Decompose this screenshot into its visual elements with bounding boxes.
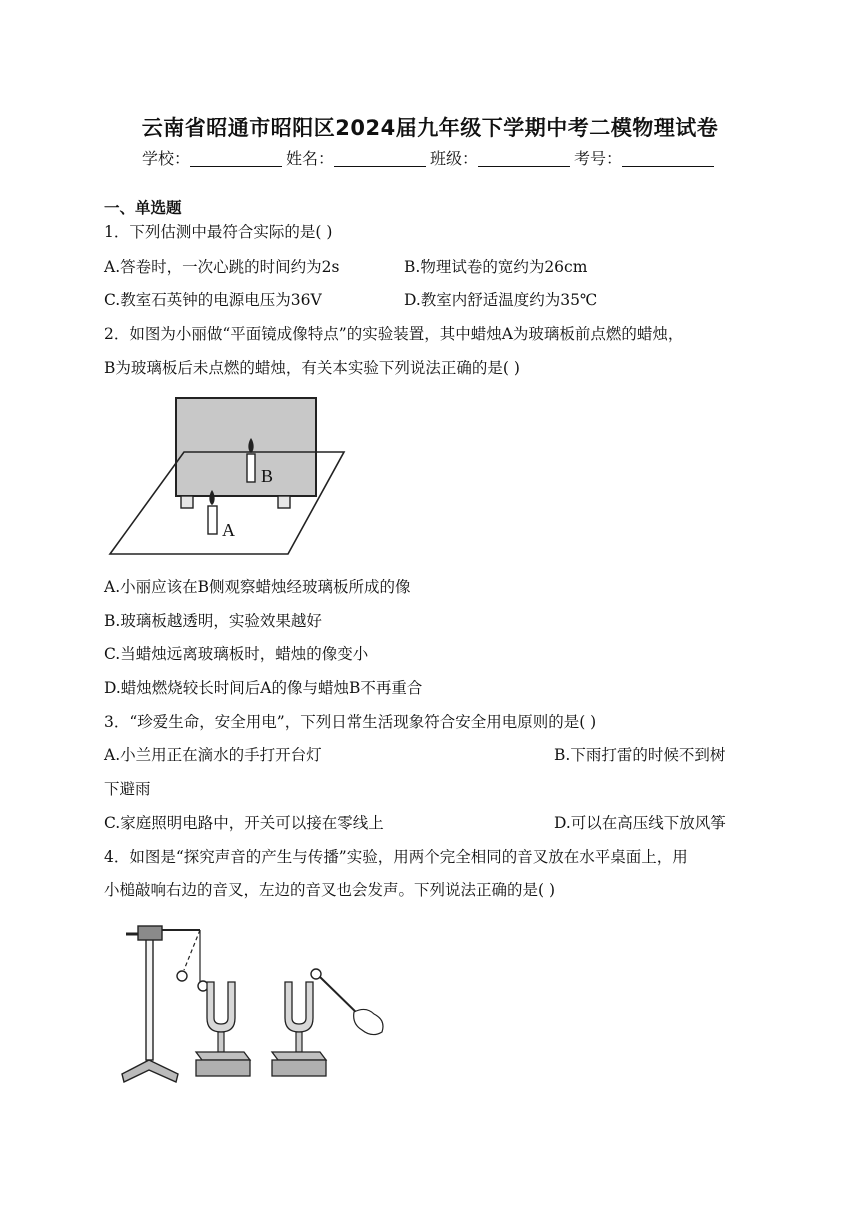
class-blank[interactable] — [478, 150, 570, 167]
tuning-fork-figure — [104, 914, 394, 1092]
student-info-row — [0, 146, 860, 169]
page-title: 云南省昭通市昭阳区2024届九年级下学期中考二模物理试卷 — [141, 116, 719, 140]
question-4-stem-line-1: 4．如图是“探究声音的产生与传播”实验，用两个完全相同的音叉放在水平桌面上，用 — [104, 848, 688, 866]
question-2-option-d: D.蜡烛燃烧较长时间后A的像与蜡烛B不再重合 — [104, 679, 423, 697]
question-1-option-b: B.物理试卷的宽约为26cm — [404, 258, 588, 276]
stand-clamp — [138, 926, 162, 940]
class-label: 班级： — [430, 149, 479, 168]
question-2-option-b: B.玻璃板越透明，实验效果越好 — [104, 612, 322, 630]
question-2-option-a: A.小丽应该在B侧观察蜡烛经玻璃板所成的像 — [104, 578, 411, 596]
question-1-option-c: C.教室石英钟的电源电压为36V — [104, 291, 322, 309]
question-2-stem-line-2: B为玻璃板后未点燃的蜡烛，有关本实验下列说法正确的是( ) — [104, 359, 520, 377]
question-2-stem-line-1: 2．如图为小丽做“平面镜成像特点”的实验装置，其中蜡烛A为玻璃板前点燃的蜡烛， — [104, 325, 684, 343]
left-fork-stem — [218, 1032, 224, 1052]
left-support-block — [181, 496, 193, 508]
question-3-stem: 3．“珍爱生命，安全用电”，下列日常生活现象符合安全用电原则的是( ) — [104, 713, 597, 731]
left-box-top — [196, 1052, 250, 1060]
stand-rod — [146, 932, 153, 1060]
pendulum-ball-swing — [177, 971, 187, 981]
label-b: B — [261, 466, 274, 486]
question-2-option-c: C.当蜡烛远离玻璃板时，蜡烛的像变小 — [104, 645, 369, 663]
left-resonance-box — [196, 1060, 250, 1076]
label-a: A — [222, 520, 235, 540]
name-label: 姓名： — [285, 149, 334, 168]
hand — [354, 1009, 383, 1034]
question-3-option-b-continued: 下避雨 — [104, 780, 151, 798]
question-1-stem: 1．下列估测中最符合实际的是( ) — [104, 223, 333, 241]
question-4-stem-line-2: 小槌敲响右边的音叉，左边的音叉也会发声。下列说法正确的是( ) — [104, 881, 556, 899]
name-blank[interactable] — [334, 150, 426, 167]
mallet-head — [311, 969, 321, 979]
school-label: 学校： — [141, 149, 190, 168]
question-3-option-b: B.下雨打雷的时候不到树 — [554, 746, 726, 764]
right-resonance-box — [272, 1060, 326, 1076]
question-1-option-a: A.答卷时，一次心跳的时间约为2s — [104, 258, 340, 276]
right-tuning-fork — [285, 982, 313, 1032]
section-title: 一、单选题 — [104, 199, 182, 217]
right-fork-stem — [296, 1032, 302, 1052]
question-3-option-d: D.可以在高压线下放风筝 — [554, 814, 726, 832]
stand-base — [122, 1060, 178, 1082]
right-support-block — [278, 496, 290, 508]
candle-b — [247, 454, 255, 482]
school-blank[interactable] — [190, 150, 282, 167]
question-1-option-d: D.教室内舒适温度约为35℃ — [404, 291, 598, 309]
mirror-experiment-figure — [104, 386, 354, 564]
question-3-option-c: C.家庭照明电路中，开关可以接在零线上 — [104, 814, 384, 832]
glass-plate — [176, 398, 316, 496]
left-tuning-fork — [207, 982, 235, 1032]
right-box-top — [272, 1052, 326, 1060]
exam-number-label: 考号： — [574, 149, 623, 168]
question-3-option-a: A.小兰用正在滴水的手打开台灯 — [104, 746, 322, 764]
pendulum-swing-line — [184, 930, 200, 970]
candle-a — [208, 506, 217, 534]
exam-number-blank[interactable] — [622, 150, 714, 167]
